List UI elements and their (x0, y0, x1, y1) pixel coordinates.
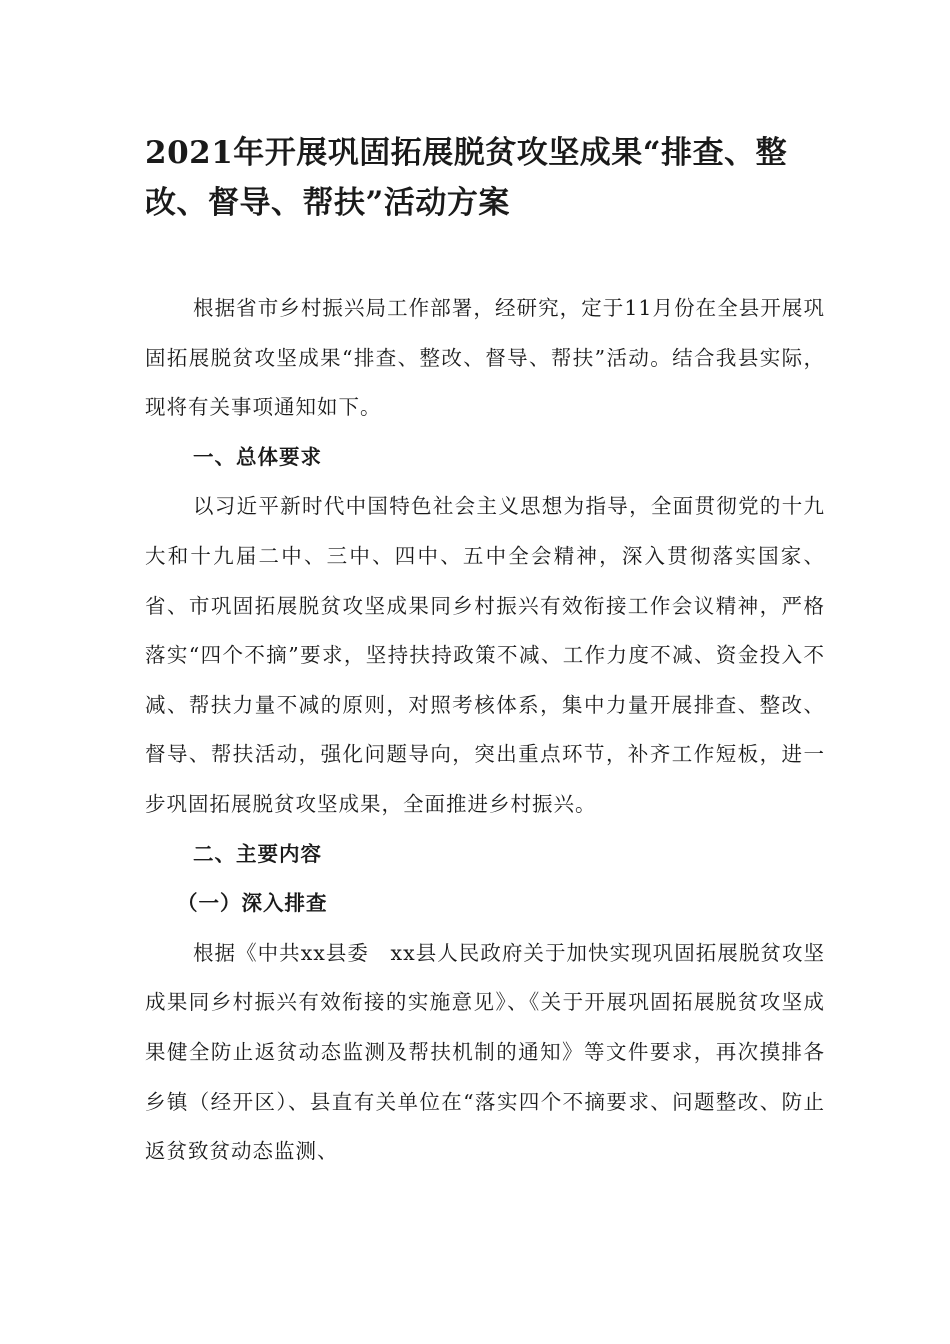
subsection-heading-investigation: （一）深入排查 (177, 891, 328, 916)
investigation-paragraph: 根据《中共xx县委 xx县人民政府关于加快实现巩固拓展脱贫攻坚成果同乡村振兴有效衔接的实施意见》、《关于开展巩固拓展脱贫攻坚成果健全防止返贫动态监测及帮扶机制的通知》等文件要求，再次摸排各乡镇（经开区）、县直有关单位在“落实四个不摘要求、问题整改、防止返贫致贫动态监测、 (145, 940, 825, 1164)
intro-paragraph: 根据省市乡村振兴局工作部署，经研究，定于11月份在全县开展巩固拓展脱贫攻坚成果“排查、整改、督导、帮扶”活动。结合我县实际，现将有关事项通知如下。 (145, 296, 825, 420)
section-heading-main-content: 二、主要内容 (193, 841, 322, 866)
document-body (145, 284, 825, 1177)
general-requirements-paragraph: 以习近平新时代中国特色社会主义思想为指导，全面贯彻党的十九大和十九届二中、三中、四中、五中全会精神，深入贯彻落实国家、省、市巩固拓展脱贫攻坚成果同乡村振兴有效衔接工作会议精神，严格落实“四个不摘”要求，坚持扶持政策不减、工作力度不减、资金投入不减、帮扶力量不减的原则，对照考核体系，集中力量开展排查、整改、督导、帮扶活动，强化问题导向，突出重点环节，补齐工作短板，进一步巩固拓展脱贫攻坚成果，全面推进乡村振兴。 (145, 494, 825, 816)
section-heading-general-requirements: 一、总体要求 (193, 444, 322, 469)
document-title: 2021年开展巩固拓展脱贫攻坚成果“排查、整改、督导、帮扶”活动方案 (145, 135, 788, 221)
